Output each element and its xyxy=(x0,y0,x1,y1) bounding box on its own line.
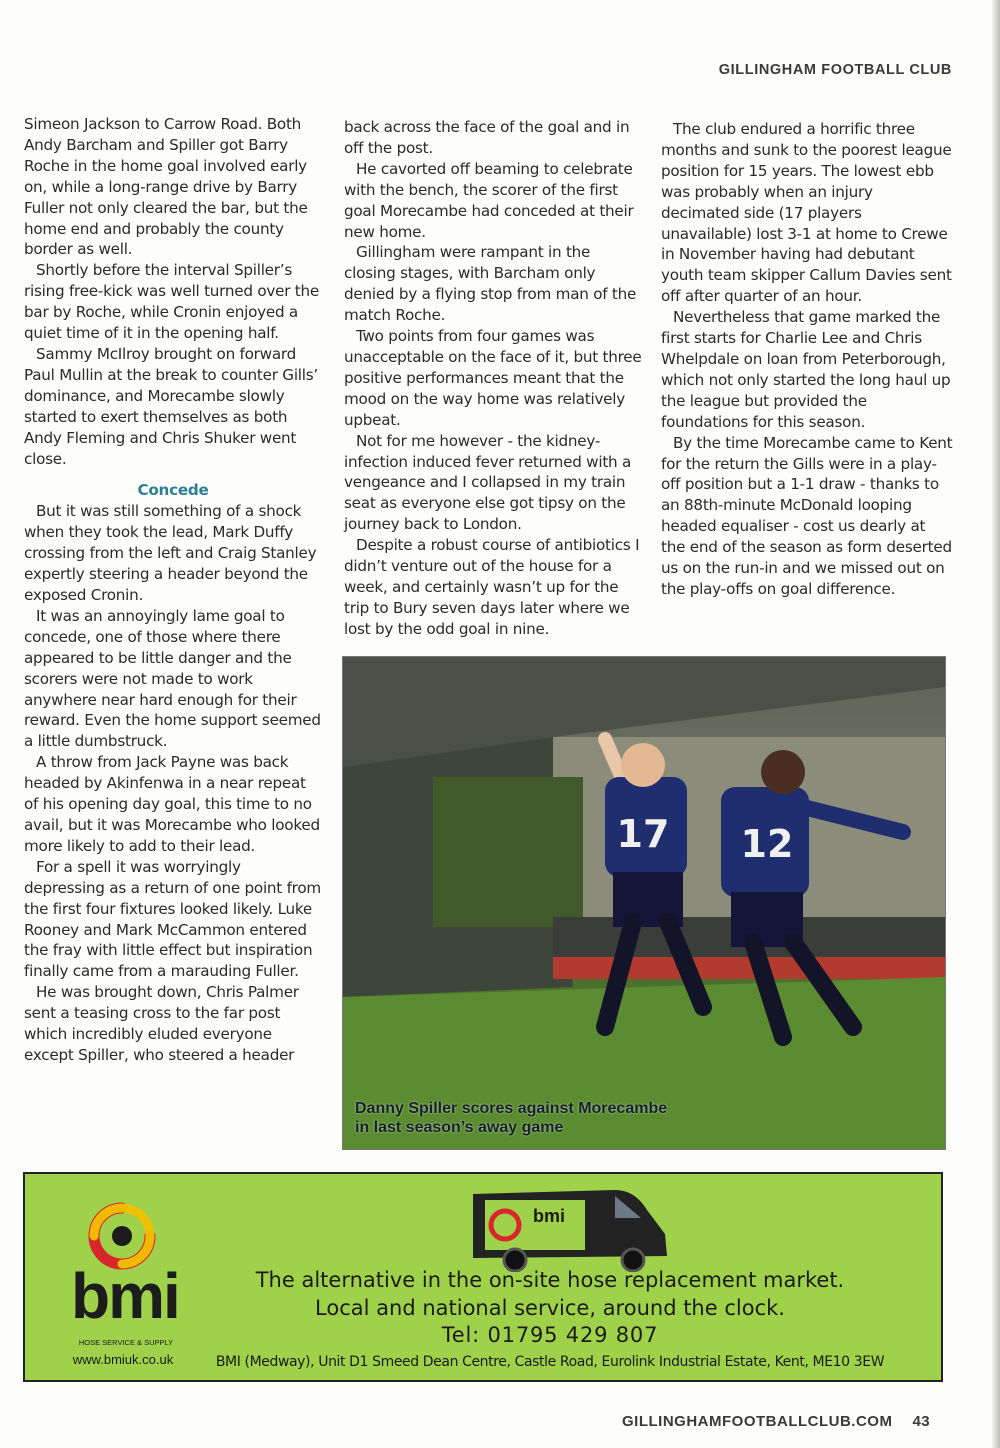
article-column-2 xyxy=(344,117,642,640)
trees xyxy=(433,777,583,927)
paragraph: Sammy McIlroy brought on forward Paul Mullin at the break to counter Gills’ dominance, and Morecambe slowly started to exert themselves as both Andy Fleming and Chris Shuker went close. xyxy=(24,344,318,468)
bmi-logo xyxy=(57,1202,187,1367)
svg-text:17: 17 xyxy=(616,812,670,856)
page-header: GILLINGHAM FOOTBALL CLUB xyxy=(718,62,952,78)
paragraph: He was brought down, Chris Palmer sent a teasing cross to the far post which incredibly eluded everyone except Spiller, who steered a header xyxy=(24,983,299,1064)
bmi-logo-text: bmi xyxy=(71,1260,179,1332)
subheading-concede: Concede xyxy=(137,481,209,500)
paragraph: Two points from four games was unacceptable on the face of it, but three positive performances meant that the mood on the way home was relatively upbeat. xyxy=(344,327,642,429)
paragraph: Simeon Jackson to Carrow Road. Both Andy Barcham and Spiller got Barry Roche in the home goal involved early on, while a long-range drive by Barry Fuller not only cleared the bar, but the home end and probably the county border as well. xyxy=(24,115,308,259)
paragraph: But it was still something of a shock when they took the lead, Mark Duffy crossing from the left and Craig Stanley expertly steering a header beyond the exposed Cronin. xyxy=(24,502,317,605)
paragraph: By the time Morecambe came to Kent for the return the Gills were in a play-off position but a 1-1 draw - thanks to an 88th-minute McDonald looping headed equaliser - cost us dearly at the end of the season as form deserted us on the run-in and we missed out on the play-offs on goal difference. xyxy=(661,433,953,598)
advert-tagline: The alternative in the on-site hose replacement market. xyxy=(255,1268,845,1292)
paragraph: A throw from Jack Payne was back headed by Akinfenwa in a near repeat of his opening day goal, this time to no avail, but it was Morecambe who looked more likely to add to their lead. xyxy=(24,753,320,855)
paragraph: back across the face of the goal and in off the post. xyxy=(344,118,630,157)
paragraph: Nevertheless that game marked the first starts for Charlie Lee and Chris Whelpdale on loan from Peterborough, which not only started the long haul up the league but provided the foundations for this season. xyxy=(661,308,951,431)
page-binding-shadow xyxy=(992,0,1000,1448)
footer-website: GILLINGHAMFOOTBALLCLUB.COM xyxy=(622,1413,893,1430)
van-icon xyxy=(465,1182,675,1272)
paragraph: The club endured a horrific three months and sunk to the poorest league position for 15 years. The lowest ebb was probably when an injury decimated side (17 players unavailable) lost 3-1 at home to Crewe in November having had debutant youth team skipper Callum Davies sent off after quarter of an hour. xyxy=(661,120,952,306)
advert-address: BMI (Medway), Unit D1 Smeed Dean Centre, Castle Road, Eurolink Industrial Estate, Kent, ME10 3EW xyxy=(215,1354,885,1370)
page-number: 43 xyxy=(912,1413,931,1430)
photo-caption xyxy=(355,1099,667,1137)
bmi-logo-subtitle: HOSE SERVICE & SUPPLY xyxy=(78,1338,174,1347)
advert-phone: Tel: 01795 429 807 xyxy=(441,1323,659,1347)
match-photo xyxy=(342,656,946,1150)
caption-line-2: in last season’s away game xyxy=(355,1119,564,1136)
article-column-1 xyxy=(24,114,322,1066)
svg-text:12: 12 xyxy=(740,822,794,866)
photo-illustration xyxy=(343,657,945,1149)
caption-line-1: Danny Spiller scores against Morecambe xyxy=(355,1100,668,1117)
bmi-advert xyxy=(23,1172,943,1382)
paragraph: It was an annoyingly lame goal to concede, one of those where there appeared to be little danger and the scorers were not made to work anywhere near hard enough for their reward. Even the home support seemed a little dumbstruck. xyxy=(24,606,321,751)
page-footer xyxy=(622,1413,930,1430)
paragraph: Shortly before the interval Spiller’s rising free-kick was well turned over the bar by Roche, while Cronin enjoyed a quiet time of it in the opening half. xyxy=(24,261,319,343)
paragraph: Despite a robust course of antibiotics I didn’t venture out of the house for a week, and certainly wasn’t up for the trip to Bury seven days later where we lost by the odd goal in nine. xyxy=(344,536,640,638)
article-column-3 xyxy=(661,119,953,600)
paragraph: Gillingham were rampant in the closing stages, with Barcham only denied by a flying stop from man of the match Roche. xyxy=(344,243,637,325)
advert-service: Local and national service, around the clock. xyxy=(315,1296,785,1320)
paragraph: For a spell it was worryingly depressing as a return of one point from the first four fixtures looked likely. Luke Rooney and Mark McCammon entered the fray with little effect but inspiration finally came from a marauding Fuller. xyxy=(24,857,321,981)
bmi-website: www.bmiuk.co.uk xyxy=(72,1352,174,1367)
paragraph: Not for me however - the kidney-infection induced fever returned with a vengeance and I collapsed in my train seat as everyone else got tipsy on the journey back to London. xyxy=(344,431,632,534)
paragraph: He cavorted off beaming to celebrate with the bench, the scorer of the first goal Morecambe had conceded at their new home. xyxy=(344,159,634,241)
svg-text:bmi: bmi xyxy=(533,1206,566,1226)
